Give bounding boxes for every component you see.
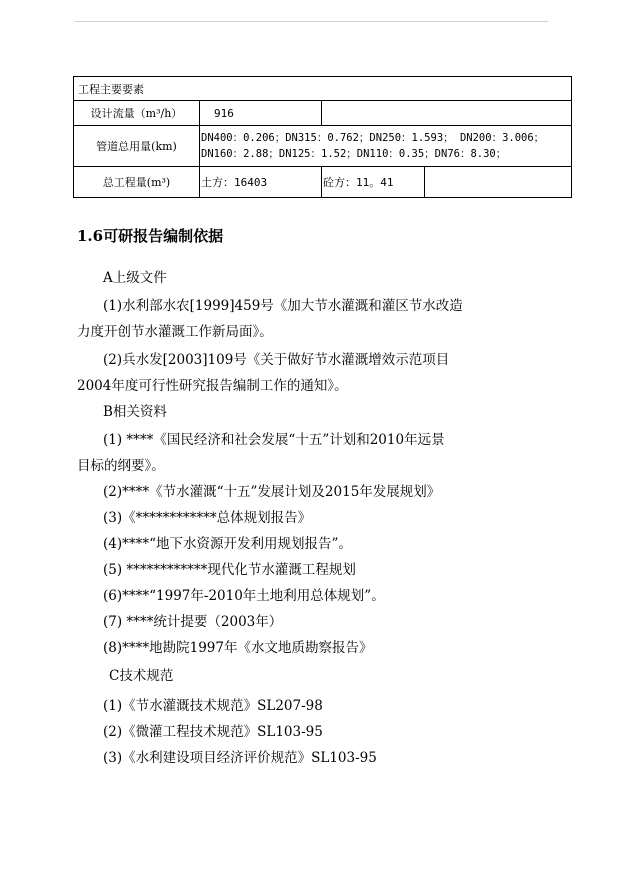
list-item: (1)水利部水农[1999]459号《加大节水灌溉和灌区节水改造 [103, 298, 463, 314]
earthwork-value: 土方：16403 [200, 167, 322, 198]
total-quantity-label: 总工程量(m³) [74, 167, 200, 198]
design-flow-value: 916 [200, 101, 322, 126]
subheading-b: B相关资料 [103, 404, 167, 420]
list-item: (5) ************现代化节水灌溉工程规划 [103, 562, 356, 578]
empty-cell [425, 167, 572, 198]
list-item-cont: 力度开创节水灌溉工作新局面》。 [77, 324, 273, 340]
list-item: (6)****“1997年-2010年土地利用总体规划”。 [103, 588, 385, 604]
list-item: (3)《************总体规划报告》 [103, 510, 312, 526]
pipe-total-label: 管道总用量(km) [74, 126, 200, 167]
list-item-cont: 目标的纲要》。 [77, 458, 165, 474]
list-item-cont: 2004年度可行性研究报告编制工作的通知》。 [77, 378, 348, 394]
table-header: 工程主要要素 [74, 77, 572, 101]
project-elements-table [73, 76, 572, 198]
list-item: (1) ****《国民经济和社会发展“十五”计划和2010年远景 [103, 432, 445, 448]
design-flow-extra [322, 101, 572, 126]
subheading-a: A上级文件 [103, 270, 167, 286]
list-item: (8)****地勘院1997年《水文地质勘察报告》 [103, 640, 373, 656]
pipe-total-value-line: DN400：0.206；DN315：0.762；DN250：1.593； DN200：3.006； [201, 132, 545, 144]
list-item: (2)《微灌工程技术规范》SL103-95 [103, 724, 323, 740]
design-flow-label: 设计流量（m³/h） [74, 101, 200, 126]
list-item: (7) ****统计提要（2003年） [103, 614, 283, 630]
list-item: (4)****“地下水资源开发利用规划报告”。 [103, 536, 352, 552]
pipe-total-value-line: DN160：2.88；DN125：1.52；DN110：0.35；DN76：8.30； [201, 148, 507, 160]
section-title: 1.6可研报告编制依据 [77, 227, 224, 245]
list-item: (1)《节水灌溉技术规范》SL207-98 [103, 698, 323, 714]
list-item: (3)《水利建设项目经济评价规范》SL103-95 [103, 750, 377, 766]
header-rule [75, 21, 548, 22]
list-item: (2)****《节水灌溉“十五”发展计划及2015年发展规划》 [103, 484, 441, 500]
concrete-value: 砼方：11。41 [322, 167, 425, 198]
subheading-c: C技术规范 [109, 668, 174, 684]
list-item: (2)兵水发[2003]109号《关于做好节水灌溉增效示范项目 [103, 352, 450, 368]
